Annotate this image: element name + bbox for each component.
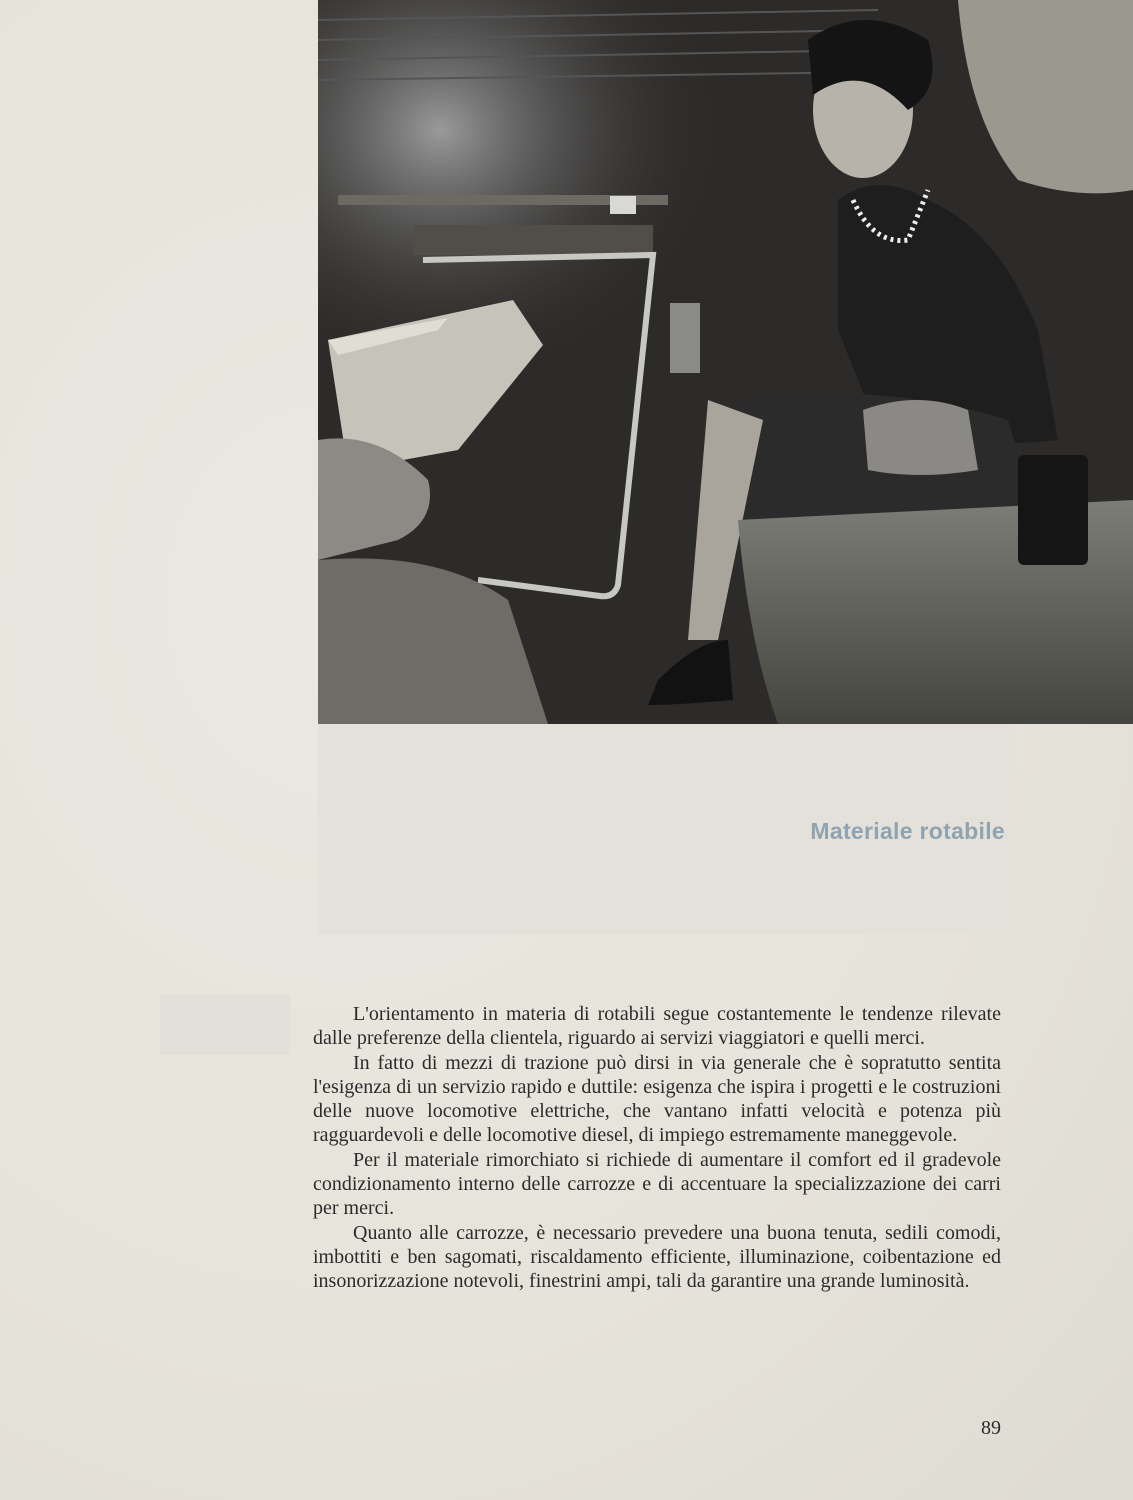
section-title: Materiale rotabile xyxy=(810,818,1005,844)
page-number: 89 xyxy=(981,1417,1001,1439)
margin-shade xyxy=(160,995,290,1055)
paragraph: Quanto alle carrozze, è necessario prevedere una buona tenuta, sedili comodi, imbottiti e ben sagomati, riscaldamento efficiente, illuminazione, coibentazione ed insonorizzazione notevoli, finestrini ampi, tali da garantire una grande luminosità. xyxy=(313,1221,1001,1293)
paragraph: Per il materiale rimorchiato si richiede di aumentare il comfort ed il gradevole condizionamento interno delle carrozze e di accentuare la specializzazione dei carri per merci. xyxy=(313,1148,1001,1220)
train-compartment-photo xyxy=(318,0,1133,724)
paragraph: In fatto di mezzi di trazione può dirsi in via generale che è sopratutto sentita l'esigenza di un servizio rapido e duttile: esigenza che ispira i progetti e le costruzioni delle nuove locomotive elettriche, che vantano infatti velocità e potenza più ragguardevoli e delle locomotive diesel, di impiego estremamente maneggevole. xyxy=(313,1051,1001,1147)
article-body xyxy=(313,1002,1001,1294)
paragraph: L'orientamento in materia di rotabili segue costantemente le tendenze rilevate dalle preferenze della clientela, riguardo ai servizi viaggiatori e quelli merci. xyxy=(313,1003,1001,1050)
